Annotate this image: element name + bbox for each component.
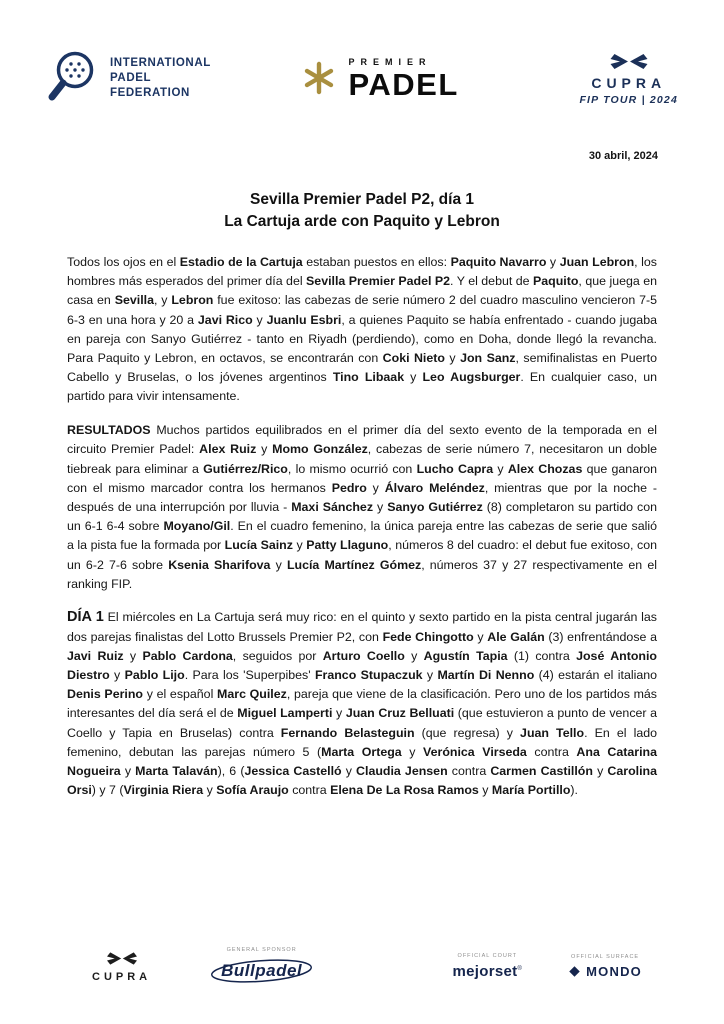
bold-text-segment: Marc Quilez xyxy=(217,687,287,702)
cupra-fip-tour-logo xyxy=(579,51,682,106)
bold-text-segment: Fede Chingotto xyxy=(382,629,474,644)
bold-text-segment: Franco Stupaczuk xyxy=(314,668,423,683)
mondo-sponsor-label: OFFICIAL SURFACE xyxy=(571,953,640,960)
bold-text-segment: RESULTADOS xyxy=(67,423,151,438)
bold-text-segment: Carmen Castillón xyxy=(490,764,593,779)
bold-text-segment: Patty Llaguno xyxy=(306,538,389,553)
bold-text-segment: Estadio de la Cartuja xyxy=(179,255,303,269)
text-segment: y xyxy=(592,764,608,779)
mejorset-text: mejorset xyxy=(452,962,518,980)
bold-text-segment: Ksenia Sharifova xyxy=(168,557,271,572)
text-segment: y el español xyxy=(143,687,218,702)
document-header xyxy=(42,26,682,130)
text-segment: y xyxy=(493,461,508,476)
mejorset-sponsor-label: OFFICIAL COURT xyxy=(457,952,518,959)
bold-text-segment: Ale Galán xyxy=(487,629,545,644)
bold-text-segment: DÍA 1 xyxy=(67,609,104,626)
text-segment: y xyxy=(444,351,461,366)
bold-text-segment: Elena De La Rosa Ramos xyxy=(330,783,479,798)
text-segment: (3) enfrentándose a xyxy=(544,629,657,644)
bold-text-segment: María Portillo xyxy=(491,783,571,798)
bold-text-segment: Pablo Cardona xyxy=(142,648,233,663)
bold-text-segment: Maxi Sánchez xyxy=(291,499,374,514)
text-segment: y xyxy=(422,668,438,683)
document-date: 30 abril, 2024 xyxy=(588,150,658,162)
bold-text-segment: Lucho Capra xyxy=(416,461,494,476)
bold-text-segment: Lucía Sainz xyxy=(224,538,293,553)
text-segment: contra xyxy=(447,764,491,779)
premier-padel-logo xyxy=(302,57,459,102)
text-segment: , semifinalistas en Puerto Cabello y Bruselas, o los jóvenes argentinos xyxy=(67,351,657,385)
bold-text-segment: Juan Lebron xyxy=(559,255,635,269)
ipf-line-2: PADEL xyxy=(110,71,152,84)
premier-padel-wordmark xyxy=(348,57,459,102)
footer-bullpadel-logo xyxy=(209,947,314,985)
text-segment: y xyxy=(120,764,136,779)
bold-text-segment: Pedro xyxy=(331,480,367,495)
bold-text-segment: Juanlu Esbri xyxy=(266,312,342,327)
bold-text-segment: Martín Di Nenno xyxy=(437,668,535,683)
text-segment: , los hombres más esperados del primer día del xyxy=(67,255,657,289)
text-segment: y xyxy=(292,538,307,553)
bold-text-segment: José Antonio Diestro xyxy=(67,648,657,683)
text-segment: y xyxy=(252,312,267,327)
text-segment: y xyxy=(473,629,488,644)
text-segment: . En cualquier caso, un partido para vivir intensamente. xyxy=(67,370,658,404)
bold-text-segment: Sanyo Gutiérrez xyxy=(387,499,483,514)
text-segment: y xyxy=(366,480,385,495)
bold-text-segment: Sofía Araujo xyxy=(216,783,289,798)
document-title xyxy=(0,189,724,232)
text-segment: estaban puestos en ellos: xyxy=(302,255,451,269)
sponsor-footer xyxy=(60,934,664,998)
fip-tour-2024-label: FIP TOUR | 2024 xyxy=(579,93,678,106)
text-segment: (4) estarán el italiano xyxy=(534,668,658,683)
ipf-line-1: INTERNATIONAL xyxy=(110,56,211,69)
footer-mondo-logo xyxy=(568,954,642,979)
bold-text-segment: Alex Chozas xyxy=(507,461,583,476)
text-segment: y xyxy=(109,668,125,683)
text-segment: , números 8 del cuadro: el debut fue exitoso, con un 6-2 7-6 sobre xyxy=(67,538,657,572)
body-paragraph-resultados xyxy=(67,421,657,594)
text-segment: Todos los ojos en el xyxy=(67,255,180,269)
ipf-wordmark xyxy=(110,56,211,101)
cupra-emblem-icon xyxy=(105,950,139,967)
bold-text-segment: Javi Ruiz xyxy=(67,648,124,663)
text-segment: contra xyxy=(526,744,577,759)
bold-text-segment: Marta Talaván xyxy=(135,764,218,779)
text-segment: Muchos partidos equilibrados en el primer día del sexto evento de la temporada en el circuito Premier Padel: xyxy=(67,423,657,457)
footer-bullpadel-wordmark: Bullpadel xyxy=(221,961,303,980)
bold-text-segment: Lebron xyxy=(171,293,214,308)
bold-text-segment: Javi Rico xyxy=(197,312,253,327)
bold-text-segment: Álvaro Meléndez xyxy=(384,480,485,495)
text-segment: ) y 7 ( xyxy=(91,783,124,798)
title-line-2: La Cartuja arde con Paquito y Lebron xyxy=(224,212,500,230)
footer-cupra-logo xyxy=(92,950,151,983)
body-paragraph-intro xyxy=(67,253,657,407)
text-segment: fue exitoso: las cabezas de serie número 2 del cuadro masculino vencieron 7-5 6-3 en una hora y 20 a xyxy=(67,293,657,327)
mondo-diamond-icon xyxy=(568,965,581,978)
text-segment: y xyxy=(256,442,273,457)
text-segment: , números 37 y 27 respectivamente en el ranking FIP. xyxy=(67,557,657,591)
text-segment: , seguidos por xyxy=(232,648,323,663)
bold-text-segment: Moyano/Gil xyxy=(163,519,231,534)
document-body xyxy=(67,253,657,815)
text-segment: que ganaron con el mismo marcador contra los hermanos xyxy=(67,461,657,495)
text-segment: El miércoles en La Cartuja será muy rico: en el quinto y sexto partido en la pista central jugarán las dos parejas finalistas del Lotto Brussels Premier P2, con xyxy=(67,610,657,644)
text-segment: (8) completaron su partido con un 6-1 6-4 sobre xyxy=(67,499,657,534)
text-segment: , y xyxy=(153,293,172,308)
footer-mondo-wordmark: MONDO xyxy=(586,963,642,979)
padel-label: PADEL xyxy=(348,67,459,102)
bold-text-segment: Sevilla Premier Padel P2 xyxy=(306,274,451,289)
text-segment: y xyxy=(341,764,357,779)
bold-text-segment: Arturo Coello xyxy=(322,648,405,663)
text-segment: y xyxy=(373,499,388,514)
bold-text-segment: Gutiérrez/Rico xyxy=(203,461,288,476)
text-segment: y xyxy=(478,783,492,798)
text-segment: (que regresa) y xyxy=(414,725,521,740)
footer-cupra-wordmark: CUPRA xyxy=(92,970,152,983)
ipf-logo xyxy=(42,47,211,109)
text-segment: ), 6 ( xyxy=(217,764,245,779)
ipf-line-3: FEDERATION xyxy=(110,86,190,99)
bold-text-segment: Pablo Lijo xyxy=(124,668,185,683)
text-segment: (1) contra xyxy=(507,648,577,663)
text-segment: contra xyxy=(288,783,331,798)
text-segment: y xyxy=(404,370,423,385)
text-segment: , a quienes Paquito se había enfrentado - cuando jugaba en pareja con Sanyo Gutiérrez - tanto en Riyadh (perdiendo), como en Doha, donde llegó la revancha. Para Paquito y Lebron, en octavos, se encontrarán con xyxy=(67,312,657,366)
bold-text-segment: Paquito xyxy=(532,274,579,289)
text-segment: , lo mismo ocurrió con xyxy=(287,461,417,476)
bold-text-segment: Sevilla xyxy=(114,293,154,308)
bold-text-segment: Miguel Lamperti xyxy=(237,706,333,721)
bold-text-segment: Ana Catarina Nogueira xyxy=(67,744,657,779)
bold-text-segment: Verónica Virseda xyxy=(423,744,527,759)
bold-text-segment: Juan Tello xyxy=(520,725,585,740)
premier-star-icon xyxy=(302,61,336,95)
text-segment: y xyxy=(546,255,560,269)
bold-text-segment: Juan Cruz Belluati xyxy=(345,706,455,721)
registered-mark-icon: ® xyxy=(517,965,523,972)
bold-text-segment: Momo González xyxy=(272,442,368,457)
text-segment: y xyxy=(203,783,217,798)
bold-text-segment: Paquito Navarro xyxy=(450,255,547,269)
text-segment: . En el cuadro femenino, la única pareja entre las cabezas de serie que salió a la pista fue la formada por xyxy=(67,519,657,553)
text-segment: . Para los 'Superpibes' xyxy=(184,668,315,683)
title-line-1: Sevilla Premier Padel P2, día 1 xyxy=(249,191,475,208)
text-segment: , cabezas de serie número 7, necesitaron un doble tiebreak para eliminar a xyxy=(67,442,657,476)
body-paragraph-dia-1 xyxy=(67,608,657,800)
bold-text-segment: Jon Sanz xyxy=(460,351,516,366)
text-segment: y xyxy=(123,648,143,663)
premier-label: PREMIER xyxy=(348,57,432,67)
text-segment: (que estuvieron a punto de vencer a Coello y Tapia en Bruselas) contra xyxy=(67,706,658,740)
padel-racket-icon xyxy=(42,47,100,109)
bold-text-segment: Alex Ruiz xyxy=(199,442,257,457)
cupra-emblem-icon xyxy=(608,51,650,72)
bold-text-segment: Leo Augsburger xyxy=(422,370,521,385)
bullpadel-sponsor-label: GENERAL SPONSOR xyxy=(226,947,297,953)
text-segment: , mientras que por la noche - después de una interrupción por lluvia - xyxy=(67,480,657,514)
bold-text-segment: Carolina Orsi xyxy=(67,764,657,798)
bold-text-segment: Coki Nieto xyxy=(382,351,445,366)
bold-text-segment: Agustín Tapia xyxy=(423,648,508,663)
footer-mejorset-logo xyxy=(452,953,522,980)
bold-text-segment: Tino Libaak xyxy=(332,370,405,385)
text-segment: y xyxy=(401,744,424,759)
text-segment: ). xyxy=(570,783,578,798)
text-segment: , pareja que viene de la clasificación. Pero uno de los partidos más interesantes del día será el de xyxy=(67,687,658,721)
bold-text-segment: Virginia Riera xyxy=(123,783,204,798)
bold-text-segment: Claudia Jensen xyxy=(356,764,448,779)
bold-text-segment: Denis Perino xyxy=(67,687,143,702)
bold-text-segment: Fernando Belasteguin xyxy=(280,725,415,740)
text-segment: y xyxy=(270,557,287,572)
footer-mejorset-wordmark xyxy=(452,963,522,980)
bold-text-segment: Marta Ortega xyxy=(321,744,402,759)
text-segment: . En el lado femenino, debutan las parejas número 5 ( xyxy=(67,725,657,759)
text-segment: y xyxy=(332,706,346,721)
text-segment: . Y el debut de xyxy=(450,274,533,289)
cupra-wordmark: CUPRA xyxy=(591,74,667,91)
text-segment: , que juega en casa en xyxy=(67,274,657,308)
bold-text-segment: Lucía Martínez Gómez xyxy=(286,557,422,572)
bold-text-segment: Jessica Castelló xyxy=(244,764,342,779)
text-segment: y xyxy=(404,648,424,663)
